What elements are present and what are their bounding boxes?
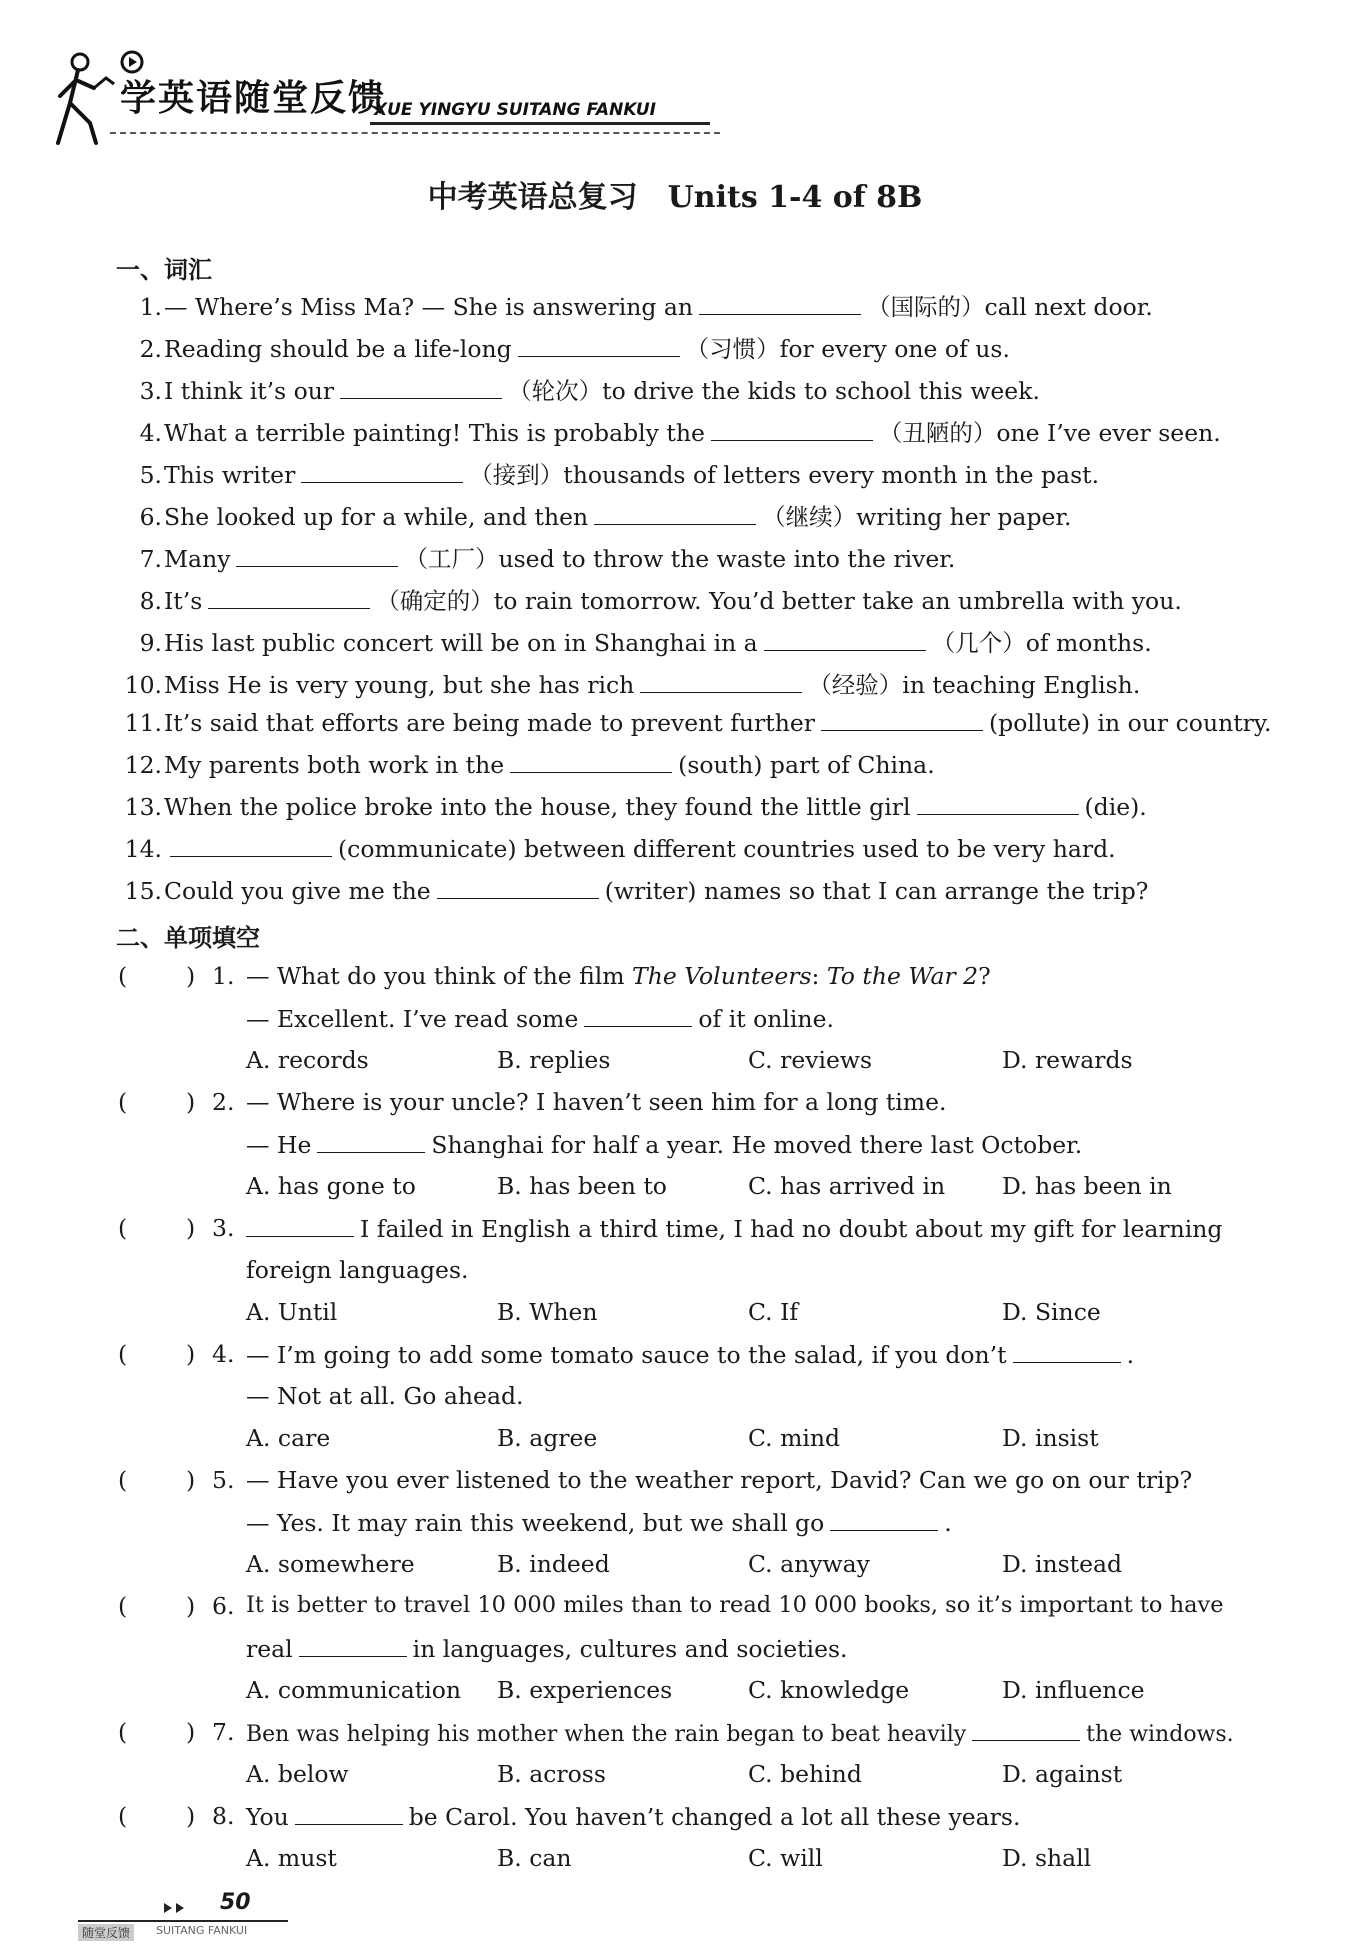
option-c[interactable]: C. reviews: [748, 1046, 873, 1074]
footer-divider: [78, 1920, 288, 1922]
answer-blank[interactable]: [299, 1634, 407, 1657]
answer-blank[interactable]: [340, 376, 502, 399]
answer-blank[interactable]: [640, 670, 802, 693]
answer-blank[interactable]: [584, 1004, 692, 1027]
vocab-item: [100, 708, 1300, 737]
option-a[interactable]: A. somewhere: [246, 1550, 415, 1578]
item-text: It’s: [164, 587, 203, 615]
answer-paren-close: ): [186, 1340, 196, 1368]
answer-blank[interactable]: [764, 628, 926, 651]
punctuation: .: [1126, 1341, 1135, 1369]
question-stem: real: [246, 1635, 293, 1663]
option-d[interactable]: D. instead: [1002, 1550, 1123, 1578]
option-d[interactable]: D. shall: [1002, 1844, 1092, 1872]
vocab-item: [100, 792, 1300, 821]
item-text: Could you give me the: [164, 877, 431, 905]
option-a[interactable]: A. communication: [246, 1676, 461, 1704]
item-hint: （轮次）to drive the kids to school this week.: [508, 377, 1040, 405]
item-text: Reading should be a life-long: [164, 335, 512, 363]
brand-underline: [370, 122, 710, 125]
question-text: [246, 1718, 1234, 1747]
option-a[interactable]: A. records: [246, 1046, 369, 1074]
question-text: [246, 1634, 848, 1663]
item-hint: (communicate) between different countries used to be very hard.: [338, 835, 1116, 863]
option-c[interactable]: C. mind: [748, 1424, 841, 1452]
question-number: 3.: [212, 1214, 235, 1242]
question-text: — Not at all. Go ahead.: [246, 1382, 524, 1410]
question-stem: — He: [246, 1131, 312, 1159]
item-hint: （继续）writing her paper.: [762, 503, 1072, 531]
item-number: 14.: [124, 835, 162, 863]
option-a[interactable]: A. has gone to: [246, 1172, 416, 1200]
question-text: [246, 1508, 952, 1537]
option-b[interactable]: B. across: [497, 1760, 606, 1788]
question-stem: — Yes. It may rain this weekend, but we shall go: [246, 1509, 825, 1537]
question-text: [246, 962, 991, 990]
item-text: — Where’s Miss Ma? — She is answering an: [164, 293, 694, 321]
item-number: 6.: [139, 503, 162, 531]
option-c[interactable]: C. behind: [748, 1760, 862, 1788]
answer-paren-close: ): [186, 1214, 196, 1242]
option-a[interactable]: A. care: [246, 1424, 331, 1452]
option-d[interactable]: D. rewards: [1002, 1046, 1133, 1074]
answer-blank[interactable]: [518, 334, 680, 357]
punctuation: ?: [978, 962, 991, 990]
item-hint: (writer) names so that I can arrange the trip?: [604, 877, 1149, 905]
item-text: When the police broke into the house, they found the little girl: [164, 793, 911, 821]
option-b[interactable]: B. indeed: [497, 1550, 610, 1578]
option-a[interactable]: A. must: [246, 1844, 337, 1872]
film-title: The Volunteers: [632, 962, 812, 990]
vocab-item: [100, 834, 1300, 863]
answer-paren-open[interactable]: (: [118, 1592, 128, 1620]
item-hint: (south) part of China.: [678, 751, 935, 779]
answer-blank[interactable]: [699, 292, 861, 315]
item-number: 13.: [124, 793, 162, 821]
answer-blank[interactable]: [510, 750, 672, 773]
item-hint: （几个）of months.: [931, 629, 1152, 657]
item-hint: (pollute) in our country.: [989, 709, 1272, 737]
option-b[interactable]: B. When: [497, 1298, 598, 1326]
option-d[interactable]: D. has been in: [1002, 1172, 1172, 1200]
question-number: 4.: [212, 1340, 235, 1368]
item-hint: （确定的）to rain tomorrow. You’d better take an umbrella with you.: [376, 587, 1182, 615]
answer-blank[interactable]: [295, 1802, 403, 1825]
question-text: [246, 1214, 1222, 1243]
double-arrow-icon: [162, 1902, 190, 1914]
answer-blank[interactable]: [1013, 1340, 1121, 1363]
item-number: 5.: [139, 461, 162, 489]
answer-blank[interactable]: [170, 834, 332, 857]
page-footer: [78, 1890, 318, 1940]
answer-blank[interactable]: [830, 1508, 938, 1531]
section-mc-heading: 二、单项填空: [116, 924, 260, 952]
vocab-item: [100, 414, 1300, 448]
option-d[interactable]: D. against: [1002, 1760, 1123, 1788]
page-number: 50: [220, 1890, 251, 1915]
question-number: 1.: [212, 962, 235, 990]
answer-paren-open[interactable]: (: [118, 1466, 128, 1494]
item-number: 9.: [139, 629, 162, 657]
question-text: foreign languages.: [246, 1256, 469, 1284]
item-text: His last public concert will be on in Shanghai in a: [164, 629, 758, 657]
item-number: 11.: [124, 709, 162, 737]
answer-blank[interactable]: [236, 544, 398, 567]
question-text: [246, 1004, 834, 1033]
question-stem: be Carol. You haven’t changed a lot all these years.: [408, 1803, 1021, 1831]
option-d[interactable]: D. Since: [1002, 1298, 1101, 1326]
vocab-item: [100, 750, 1300, 779]
option-c[interactable]: C. anyway: [748, 1550, 870, 1578]
question-number: 6.: [212, 1592, 235, 1620]
option-b[interactable]: B. agree: [497, 1424, 598, 1452]
item-number: 8.: [139, 587, 162, 615]
item-number: 3.: [139, 377, 162, 405]
brand-title-cn: 学英语随堂反馈: [120, 78, 387, 119]
item-number: 4.: [139, 419, 162, 447]
item-hint: （工厂）used to throw the waste into the river.: [404, 545, 956, 573]
question-stem: You: [246, 1803, 289, 1831]
question-number: 2.: [212, 1088, 235, 1116]
question-text: [246, 1802, 1020, 1831]
answer-blank[interactable]: [246, 1214, 354, 1237]
question-text: [246, 1130, 1082, 1159]
vocab-item: [100, 288, 1300, 322]
vocab-item: [100, 876, 1300, 905]
question-stem: of it online.: [698, 1005, 834, 1033]
option-b[interactable]: B. replies: [497, 1046, 611, 1074]
answer-paren-close: ): [186, 1466, 196, 1494]
question-text: [246, 1340, 1134, 1369]
question-stem: I failed in English a third time, I had no doubt about my gift for learning: [360, 1215, 1223, 1243]
vocab-item: [100, 372, 1300, 406]
film-title: To the War 2: [826, 962, 979, 990]
question-text: — Where is your uncle? I haven’t seen him for a long time.: [246, 1088, 947, 1116]
answer-paren-close: ): [186, 1718, 196, 1746]
vocab-item: [100, 540, 1300, 574]
question-stem: the windows.: [1086, 1722, 1234, 1747]
question-text: — Have you ever listened to the weather report, David? Can we go on our trip?: [246, 1466, 1193, 1494]
answer-blank[interactable]: [208, 586, 370, 609]
vocab-item: [100, 582, 1300, 616]
answer-paren-open[interactable]: (: [118, 962, 128, 990]
item-hint: （习惯）for every one of us.: [685, 335, 1010, 363]
page-title: 中考英语总复习 Units 1-4 of 8B: [427, 180, 923, 215]
item-hint: （接到）thousands of letters every month in the past.: [469, 461, 1100, 489]
item-number: 15.: [124, 877, 162, 905]
question-stem: — Excellent. I’ve read some: [246, 1005, 579, 1033]
vocab-item: [100, 666, 1300, 700]
item-number: 1.: [139, 293, 162, 321]
answer-paren-open[interactable]: (: [118, 1718, 128, 1746]
item-text: It’s said that efforts are being made to prevent further: [164, 709, 816, 737]
answer-blank[interactable]: [821, 708, 983, 731]
footer-label: 随堂反馈: [78, 1924, 134, 1941]
answer-paren-close: ): [186, 1592, 196, 1620]
answer-paren-close: ): [186, 962, 196, 990]
punctuation: :: [811, 962, 827, 990]
answer-blank[interactable]: [437, 876, 599, 899]
option-a[interactable]: A. below: [246, 1760, 349, 1788]
item-text: I think it’s our: [164, 377, 335, 405]
option-d[interactable]: D. insist: [1002, 1424, 1099, 1452]
answer-paren-open[interactable]: (: [118, 1802, 128, 1830]
footer-label-en: SUITANG FANKUI: [156, 1924, 248, 1937]
item-number: 10.: [124, 671, 162, 699]
answer-paren-close: ): [186, 1088, 196, 1116]
item-text: My parents both work in the: [164, 751, 505, 779]
item-hint: （丑陋的）one I’ve ever seen.: [878, 419, 1221, 447]
answer-blank[interactable]: [317, 1130, 425, 1153]
answer-blank[interactable]: [917, 792, 1079, 815]
option-b[interactable]: B. can: [497, 1844, 572, 1872]
item-text: She looked up for a while, and then: [164, 503, 589, 531]
option-b[interactable]: B. has been to: [497, 1172, 667, 1200]
item-number: 2.: [139, 335, 162, 363]
item-text: What a terrible painting! This is probably the: [164, 419, 705, 447]
question-number: 7.: [212, 1718, 235, 1746]
question-stem: Ben was helping his mother when the rain began to beat heavily: [246, 1722, 967, 1747]
answer-paren-open[interactable]: (: [118, 1088, 128, 1116]
brand-title-en: XUE YINGYU SUITANG FANKUI: [374, 100, 657, 120]
option-c[interactable]: C. If: [748, 1298, 799, 1326]
item-hint: （经验）in teaching English.: [808, 671, 1141, 699]
option-c[interactable]: C. has arrived in: [748, 1172, 946, 1200]
question-stem: — What do you think of the film: [246, 962, 633, 990]
answer-blank[interactable]: [711, 418, 873, 441]
item-hint: (die).: [1084, 793, 1147, 821]
vocab-item: [100, 498, 1300, 532]
page-header: [50, 40, 690, 150]
item-number: 7.: [139, 545, 162, 573]
answer-paren-open[interactable]: (: [118, 1340, 128, 1368]
question-stem: — I’m going to add some tomato sauce to the salad, if you don’t: [246, 1341, 1007, 1369]
question-text: It is better to travel 10 000 miles than to read 10 000 books, so it’s important to have: [246, 1592, 1224, 1618]
vocab-item: [100, 624, 1300, 658]
question-stem: Shanghai for half a year. He moved there last October.: [431, 1131, 1083, 1159]
answer-paren-close: ): [186, 1802, 196, 1830]
answer-blank[interactable]: [972, 1718, 1080, 1741]
question-stem: in languages, cultures and societies.: [412, 1635, 848, 1663]
option-d[interactable]: D. influence: [1002, 1676, 1145, 1704]
answer-blank[interactable]: [301, 460, 463, 483]
question-number: 8.: [212, 1802, 235, 1830]
section-vocab-heading: 一、词汇: [116, 256, 212, 284]
question-number: 5.: [212, 1466, 235, 1494]
option-c[interactable]: C. knowledge: [748, 1676, 910, 1704]
item-text: Miss He is very young, but she has rich: [164, 671, 635, 699]
vocab-item: [100, 330, 1300, 364]
header-divider: [110, 132, 720, 134]
item-text: This writer: [164, 461, 296, 489]
item-text: Many: [164, 545, 231, 573]
item-hint: （国际的）call next door.: [867, 293, 1153, 321]
answer-blank[interactable]: [594, 502, 756, 525]
item-number: 12.: [124, 751, 162, 779]
option-a[interactable]: A. Until: [246, 1298, 338, 1326]
answer-paren-open[interactable]: (: [118, 1214, 128, 1242]
punctuation: .: [944, 1509, 952, 1537]
option-c[interactable]: C. will: [748, 1844, 823, 1872]
option-b[interactable]: B. experiences: [497, 1676, 673, 1704]
vocab-item: [100, 456, 1300, 490]
